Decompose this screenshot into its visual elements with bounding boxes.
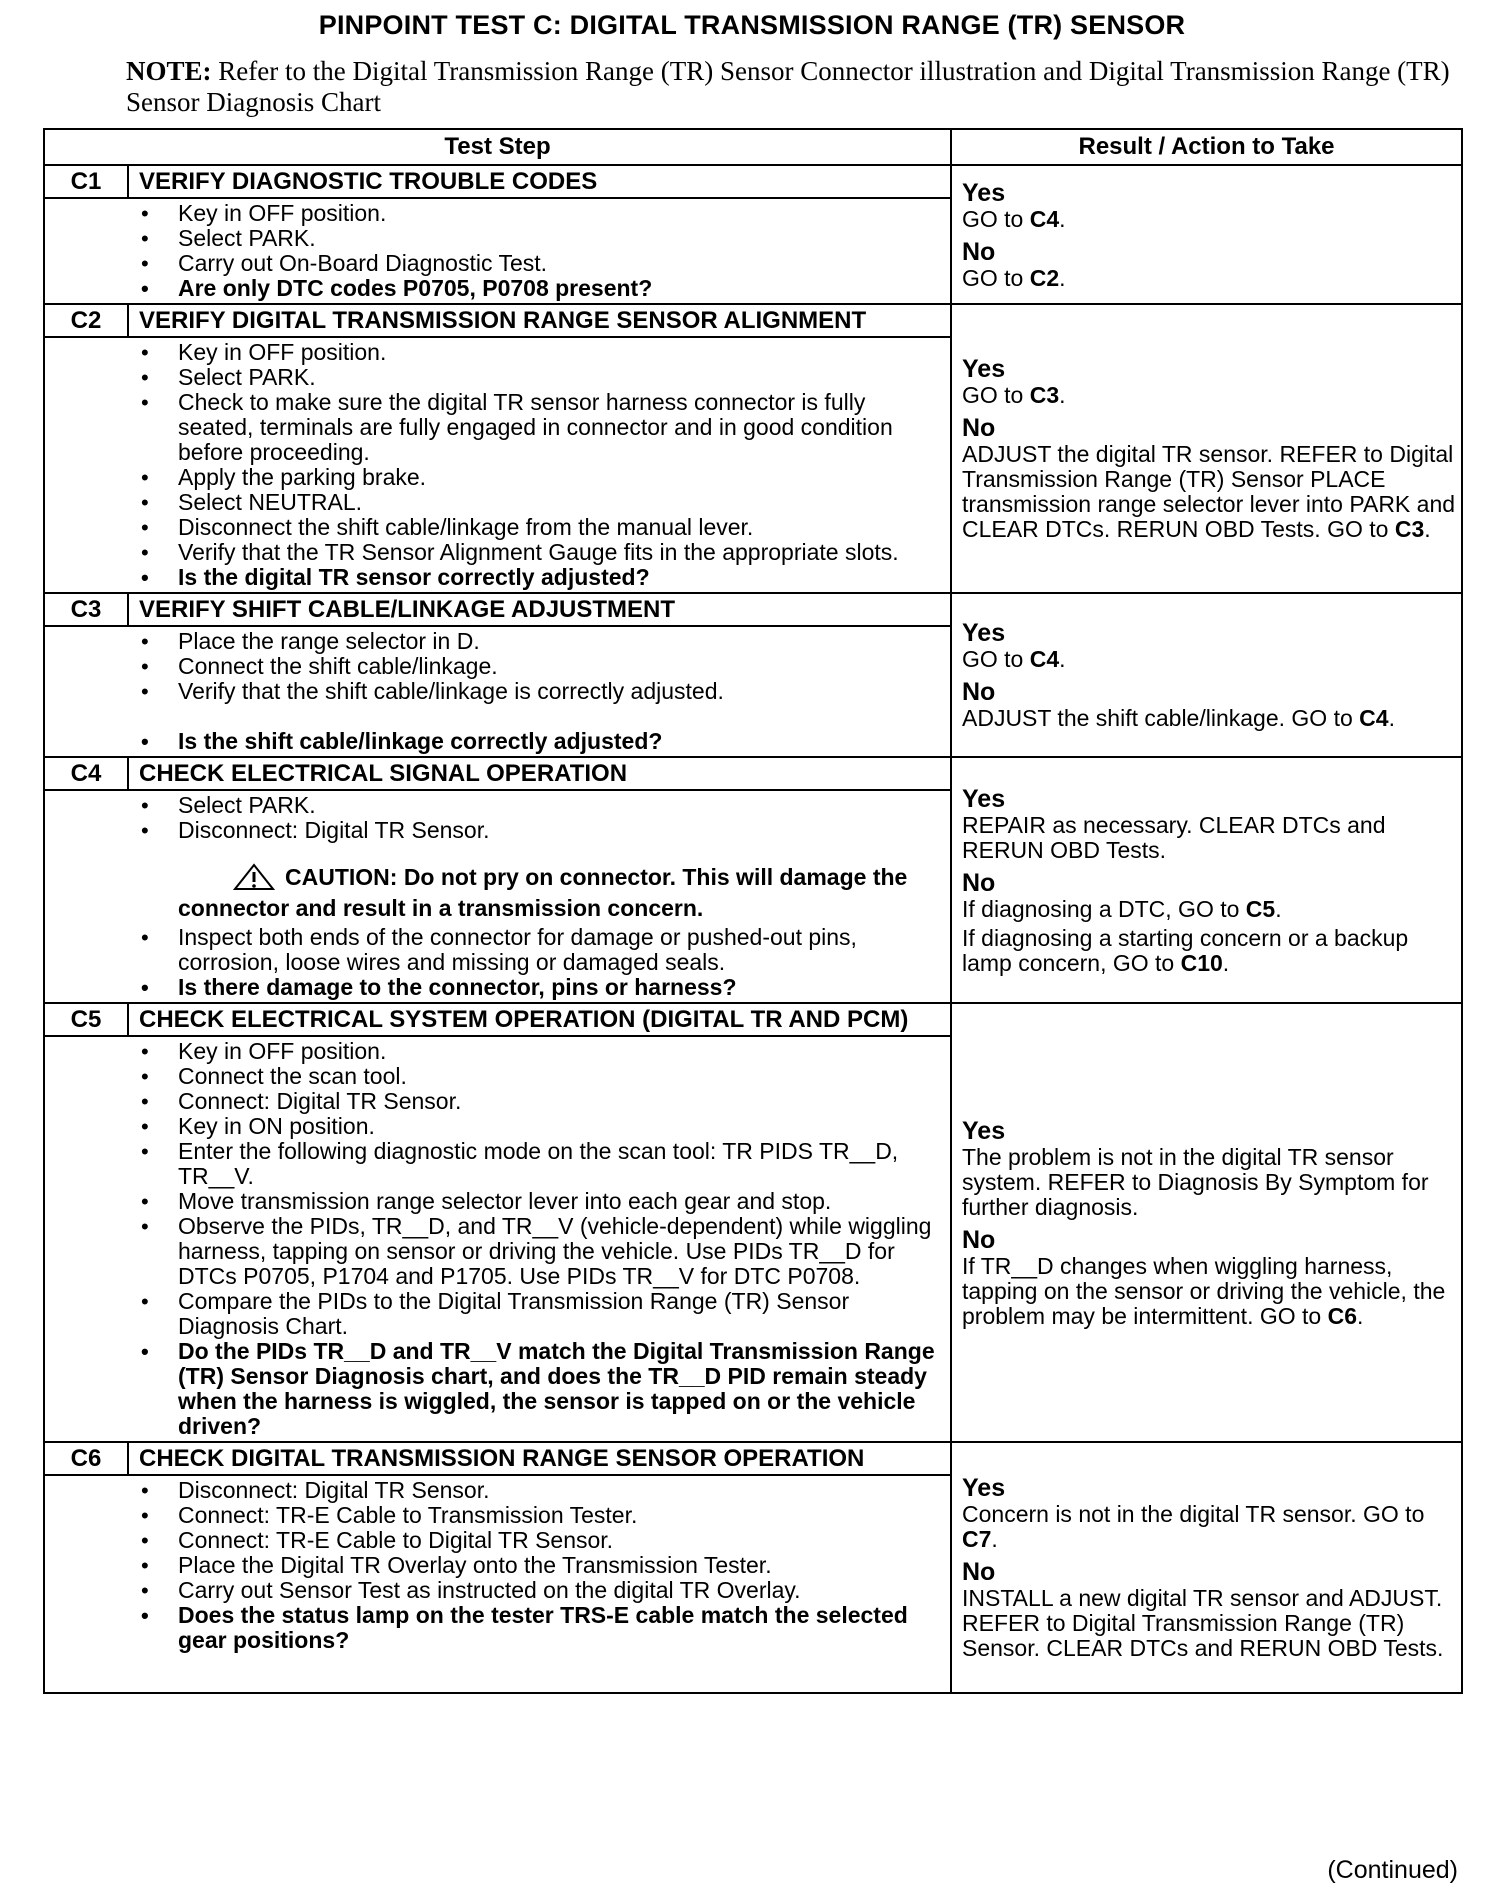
step-item: • Select PARK. bbox=[45, 793, 942, 818]
col-header-result: Result / Action to Take bbox=[951, 129, 1462, 165]
table-header-row bbox=[44, 129, 1462, 165]
step-question: • Are only DTC codes P0705, P0708 present? bbox=[45, 276, 942, 301]
step-item: • Connect: Digital TR Sensor. bbox=[45, 1089, 942, 1114]
step-item: • Disconnect: Digital TR Sensor. bbox=[45, 818, 942, 843]
test-result bbox=[951, 1442, 1462, 1693]
test-steps bbox=[44, 337, 951, 593]
step-item: • Move transmission range selector lever into each gear and stop. bbox=[45, 1189, 942, 1214]
result-no-text: INSTALL a new digital TR sensor and ADJUST. REFER to Digital Transmission Range (TR) Sensor. CLEAR DTCs and RERUN OBD Tests. bbox=[962, 1585, 1444, 1661]
caution-note bbox=[178, 863, 942, 921]
col-header-test-step: Test Step bbox=[44, 129, 951, 165]
test-heading: CHECK ELECTRICAL SIGNAL OPERATION bbox=[128, 757, 951, 790]
step-item: • Check to make sure the digital TR sensor harness connector is fully seated, terminals are fully engaged in connector and in good condition before proceeding. bbox=[45, 390, 942, 465]
result-yes-label: Yes bbox=[962, 619, 1006, 647]
test-steps bbox=[44, 198, 951, 304]
test-id: C2 bbox=[44, 304, 128, 337]
step-question: • Is the shift cable/linkage correctly adjusted? bbox=[45, 729, 942, 754]
warning-triangle-icon bbox=[233, 863, 275, 896]
step-item: • Key in OFF position. bbox=[45, 201, 942, 226]
test-steps bbox=[44, 1036, 951, 1442]
result-no-label: No bbox=[962, 678, 996, 706]
test-id: C1 bbox=[44, 165, 128, 198]
step-item: • Enter the following diagnostic mode on the scan tool: TR PIDS TR__D, TR__V. bbox=[45, 1139, 942, 1189]
result-yes-label: Yes bbox=[962, 784, 1006, 813]
test-result bbox=[951, 757, 1462, 1003]
result-no-label: No bbox=[962, 237, 996, 266]
test-steps bbox=[44, 790, 951, 1003]
note-text: Refer to the Digital Transmission Range (TR) Sensor Connector illustration and Digital Transmission Range (TR) Sensor Diagnosis Chart bbox=[126, 56, 1450, 117]
test-c5-heading-row bbox=[44, 1003, 1462, 1036]
step-item: • Verify that the TR Sensor Alignment Gauge fits in the appropriate slots. bbox=[45, 540, 942, 565]
step-item: • Connect the shift cable/linkage. bbox=[45, 654, 942, 679]
step-item: • Place the range selector in D. bbox=[45, 629, 942, 654]
result-no-text: If TR__D changes when wiggling harness, tapping on the sensor or driving the vehicle, the problem may be intermittent. GO to C6. bbox=[962, 1252, 1446, 1329]
result-yes-label: Yes bbox=[962, 1116, 1006, 1145]
caution-text: CAUTION: Do not pry on connector. This will damage the connector and result in a transmission concern. bbox=[178, 864, 908, 921]
test-id: C6 bbox=[44, 1442, 128, 1475]
step-item: • Place the Digital TR Overlay onto the Transmission Tester. bbox=[45, 1553, 942, 1578]
step-item: • Connect: TR-E Cable to Transmission Tester. bbox=[45, 1503, 942, 1528]
result-no-text-2: If diagnosing a starting concern or a backup lamp concern, GO to C10. bbox=[962, 924, 1409, 976]
test-heading: VERIFY SHIFT CABLE/LINKAGE ADJUSTMENT bbox=[128, 593, 951, 626]
test-c4-heading-row bbox=[44, 757, 1462, 790]
result-yes-text: Concern is not in the digital TR sensor. GO to C7. bbox=[962, 1501, 1425, 1552]
test-id: C4 bbox=[44, 757, 128, 790]
step-question: • Is there damage to the connector, pins or harness? bbox=[45, 975, 942, 1000]
test-heading: CHECK DIGITAL TRANSMISSION RANGE SENSOR OPERATION bbox=[128, 1442, 951, 1475]
step-item: • Observe the PIDs, TR__D, and TR__V (vehicle-dependent) while wiggling harness, tapping on sensor or driving the vehicle. Use PIDs TR__D for DTCs P0705, P1704 and P1705. Use PIDs TR__V for DTC P0708. bbox=[45, 1214, 942, 1289]
test-steps bbox=[44, 626, 951, 757]
continued-label: (Continued) bbox=[1327, 1856, 1458, 1884]
step-item: • Key in OFF position. bbox=[45, 340, 942, 365]
note bbox=[126, 56, 1456, 118]
test-id: C5 bbox=[44, 1003, 128, 1036]
test-c2-heading-row bbox=[44, 304, 1462, 337]
step-question: • Is the digital TR sensor correctly adjusted? bbox=[45, 565, 942, 590]
result-yes-label: Yes bbox=[962, 1474, 1006, 1502]
result-no-label: No bbox=[962, 868, 996, 897]
result-yes-text: GO to C3. bbox=[962, 382, 1066, 408]
result-no-label: No bbox=[962, 1558, 996, 1586]
test-result bbox=[951, 165, 1462, 304]
step-item: • Select PARK. bbox=[45, 365, 942, 390]
step-item: • Verify that the shift cable/linkage is correctly adjusted. bbox=[45, 679, 942, 704]
result-no-label: No bbox=[962, 1225, 996, 1254]
result-yes-label: Yes bbox=[962, 355, 1006, 383]
step-question: • Does the status lamp on the tester TRS-E cable match the selected gear positions? bbox=[45, 1603, 942, 1653]
step-item: • Compare the PIDs to the Digital Transmission Range (TR) Sensor Diagnosis Chart. bbox=[45, 1289, 942, 1339]
test-id: C3 bbox=[44, 593, 128, 626]
step-item: • Key in OFF position. bbox=[45, 1039, 942, 1064]
step-item: • Connect the scan tool. bbox=[45, 1064, 942, 1089]
result-yes-text: The problem is not in the digital TR sensor system. REFER to Diagnosis By Symptom for further diagnosis. bbox=[962, 1143, 1429, 1220]
step-item: • Apply the parking brake. bbox=[45, 465, 942, 490]
test-result bbox=[951, 1003, 1462, 1442]
result-no-text: If diagnosing a DTC, GO to C5. bbox=[962, 895, 1282, 922]
pinpoint-test-table bbox=[43, 128, 1463, 1694]
step-question: • Do the PIDs TR__D and TR__V match the Digital Transmission Range (TR) Sensor Diagnosis chart, and does the TR__D PID remain steady when the harness is wiggled, the sensor is tapped on or the vehicle driven? bbox=[45, 1339, 942, 1439]
step-item: • Carry out On-Board Diagnostic Test. bbox=[45, 251, 942, 276]
test-heading: CHECK ELECTRICAL SYSTEM OPERATION (DIGITAL TR AND PCM) bbox=[128, 1003, 951, 1036]
step-item: • Key in ON position. bbox=[45, 1114, 942, 1139]
test-c1-heading-row bbox=[44, 165, 1462, 198]
test-heading: VERIFY DIGITAL TRANSMISSION RANGE SENSOR ALIGNMENT bbox=[128, 304, 951, 337]
step-item: • Select PARK. bbox=[45, 226, 942, 251]
step-item: • Inspect both ends of the connector for damage or pushed-out pins, corrosion, loose wires and missing or damaged seals. bbox=[45, 925, 942, 975]
note-label: NOTE: bbox=[126, 56, 212, 86]
page-title: PINPOINT TEST C: DIGITAL TRANSMISSION RANGE (TR) SENSOR bbox=[318, 10, 1186, 40]
step-item: • Select NEUTRAL. bbox=[45, 490, 942, 515]
step-item: • Disconnect: Digital TR Sensor. bbox=[45, 1478, 942, 1503]
test-heading: VERIFY DIAGNOSTIC TROUBLE CODES bbox=[128, 165, 951, 198]
step-item: • Disconnect the shift cable/linkage from the manual lever. bbox=[45, 515, 942, 540]
result-no-text: GO to C2. bbox=[962, 264, 1066, 291]
test-c6-heading-row bbox=[44, 1442, 1462, 1475]
result-yes-text: GO to C4. bbox=[962, 646, 1066, 672]
result-no-text: ADJUST the digital TR sensor. REFER to Digital Transmission Range (TR) Sensor PLACE transmission range selector lever into PARK and CLEAR DTCs. RERUN OBD Tests. GO to C3. bbox=[962, 441, 1456, 542]
step-item: • Carry out Sensor Test as instructed on the digital TR Overlay. bbox=[45, 1578, 942, 1603]
test-steps bbox=[44, 1475, 951, 1693]
result-yes-text: GO to C4. bbox=[962, 205, 1066, 232]
result-no-text: ADJUST the shift cable/linkage. GO to C4. bbox=[962, 705, 1395, 731]
step-item: • Connect: TR-E Cable to Digital TR Sensor. bbox=[45, 1528, 942, 1553]
test-result bbox=[951, 304, 1462, 593]
result-yes-text: REPAIR as necessary. CLEAR DTCs and RERUN OBD Tests. bbox=[962, 811, 1386, 863]
test-result bbox=[951, 593, 1462, 757]
test-c3-heading-row bbox=[44, 593, 1462, 626]
result-no-label: No bbox=[962, 414, 996, 442]
result-yes-label: Yes bbox=[962, 178, 1006, 207]
